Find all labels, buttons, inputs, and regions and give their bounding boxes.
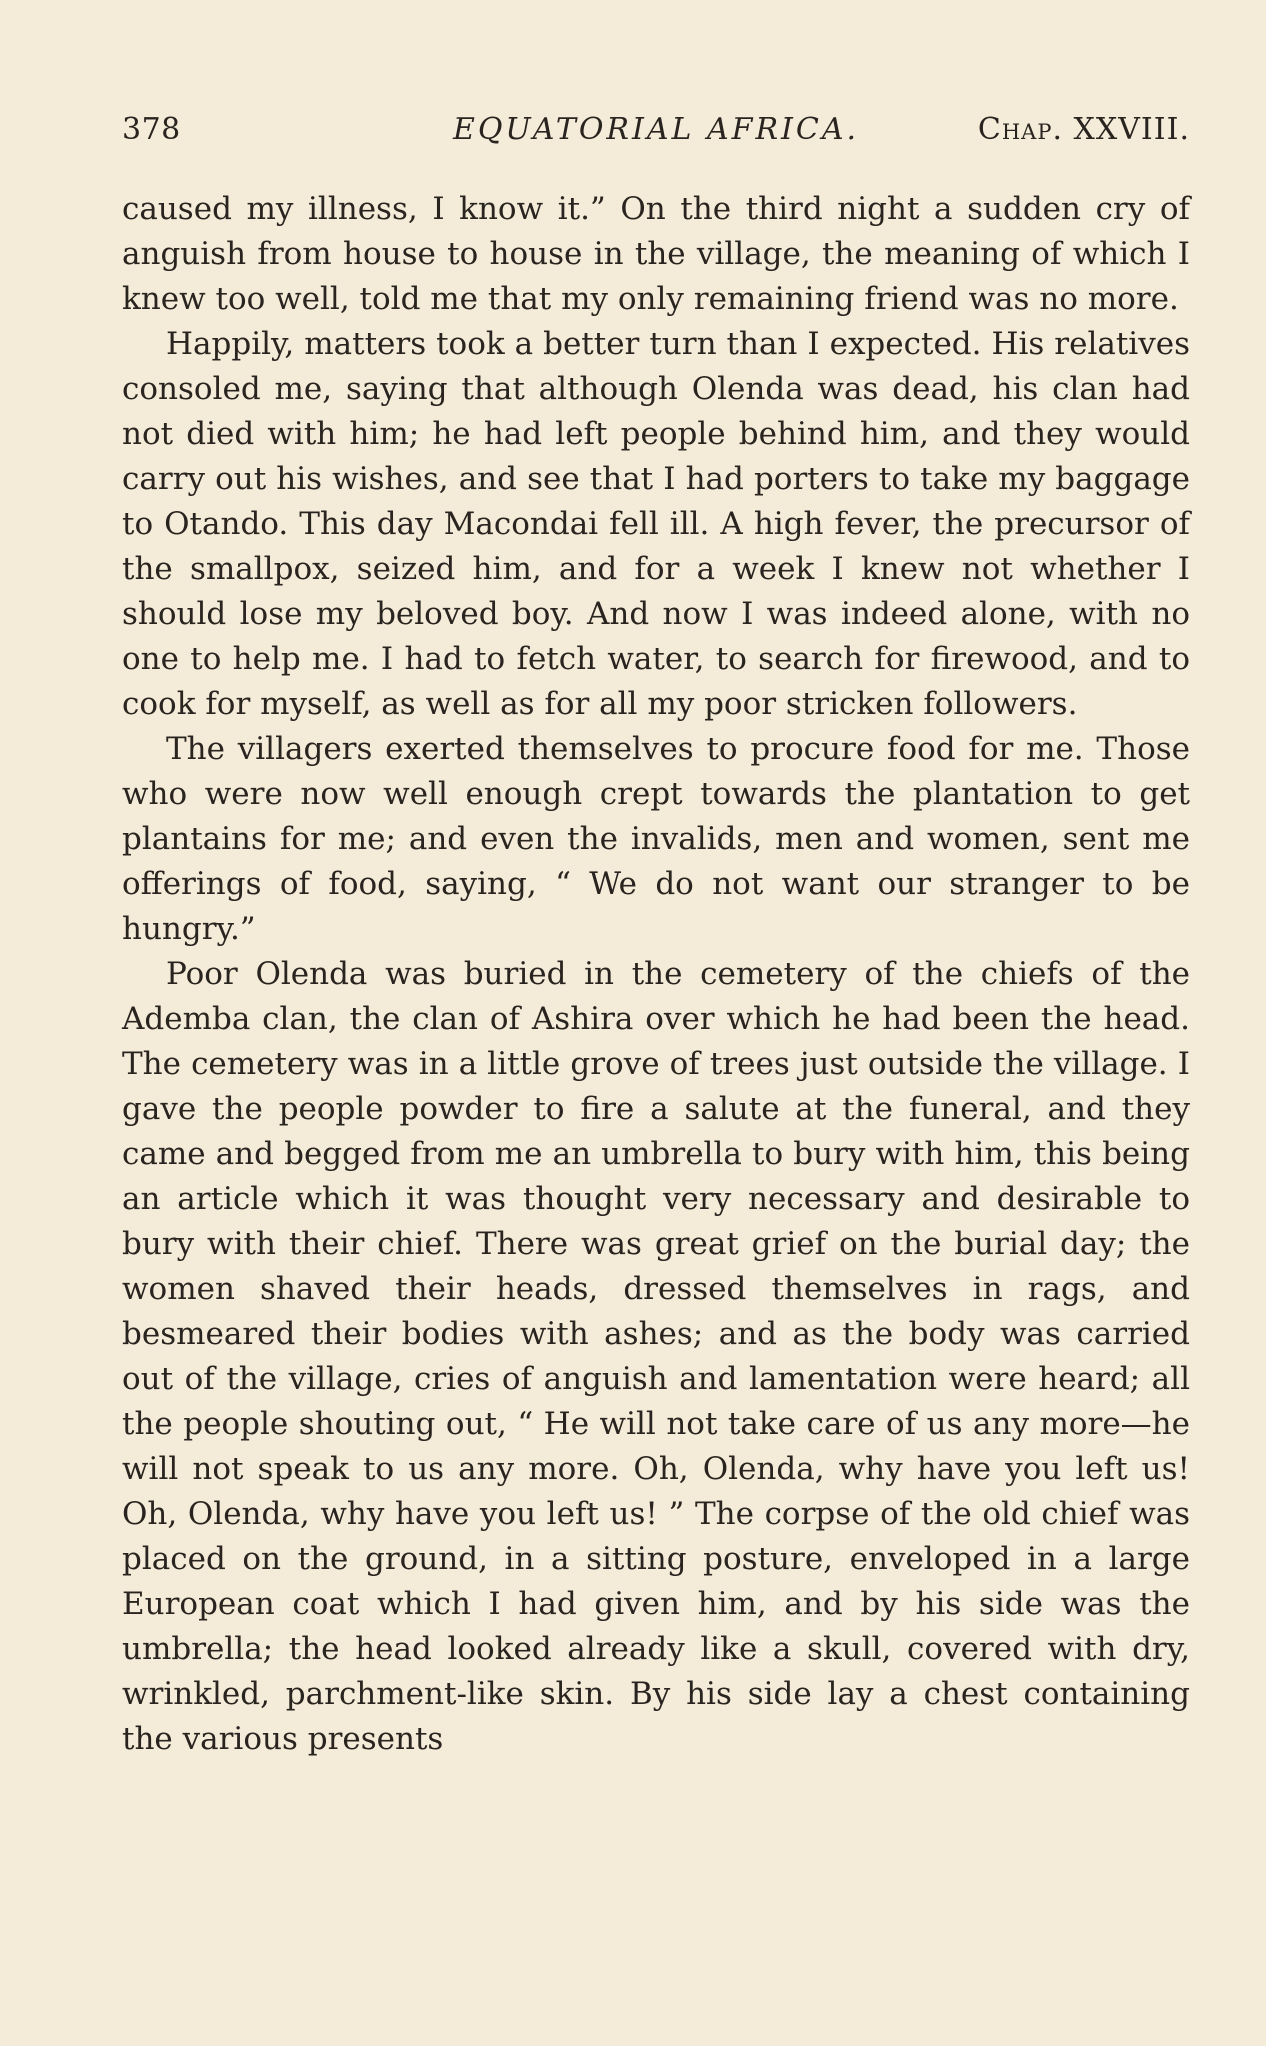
paragraph: Happily, matters took a better turn than I expected. His relatives consoled me, saying that although Olenda was dead, his clan had not died with him; he had left people behind him, and they would carry out his wishes, and see that I had porters to take my baggage to Otando. This day Macondai fell ill. A high fever, the precursor of the smallpox, seized him, and for a week I knew not whether I should lose my beloved boy. And now I was indeed alone, with no one to help me. I had to fetch water, to search for firewood, and to cook for myself, as well as for all my poor stricken followers. xyxy=(122,326,1190,722)
paragraph-continued: caused my illness, I know it.” On the third night a sudden cry of anguish from house to house in the village, the meaning of which I knew too well, told me that my only remaining friend was no more. xyxy=(122,191,1190,317)
chapter-label: Chap. XXVIII. xyxy=(977,112,1190,147)
body-text xyxy=(122,187,1190,1762)
page-number: 378 xyxy=(122,112,181,147)
paragraph: The villagers exerted themselves to procure food for me. Those who were now well enough crept towards the plantation to get plantains for me; and even the invalids, men and women, sent me offerings of food, saying, “ We do not want our stranger to be hungry.” xyxy=(122,731,1190,947)
running-title: EQUATORIAL AFRICA. xyxy=(452,112,860,147)
running-header xyxy=(122,112,1190,152)
paragraph: Poor Olenda was buried in the cemetery of the chiefs of the Ademba clan, the clan of Ashira over which he had been the head. The cemetery was in a little grove of trees just outside the village. I gave the people powder to fire a salute at the funeral, and they came and begged from me an umbrella to bury with him, this being an article which it was thought very necessary and desirable to bury with their chief. There was great grief on the burial day; the women shaved their heads, dressed themselves in rags, and besmeared their bodies with ashes; and as the body was carried out of the village, cries of anguish and lamentation were heard; all the people shouting out, “ He will not take care of us any more—he will not speak to us any more. Oh, Olenda, why have you left us! Oh, Olenda, why have you left us! ” The corpse of the old chief was placed on the ground, in a sitting posture, enveloped in a large European coat which I had given him, and by his side was the umbrella; the head looked already like a skull, covered with dry, wrinkled, parchment-like skin. By his side lay a chest containing the various presents xyxy=(122,956,1190,1757)
